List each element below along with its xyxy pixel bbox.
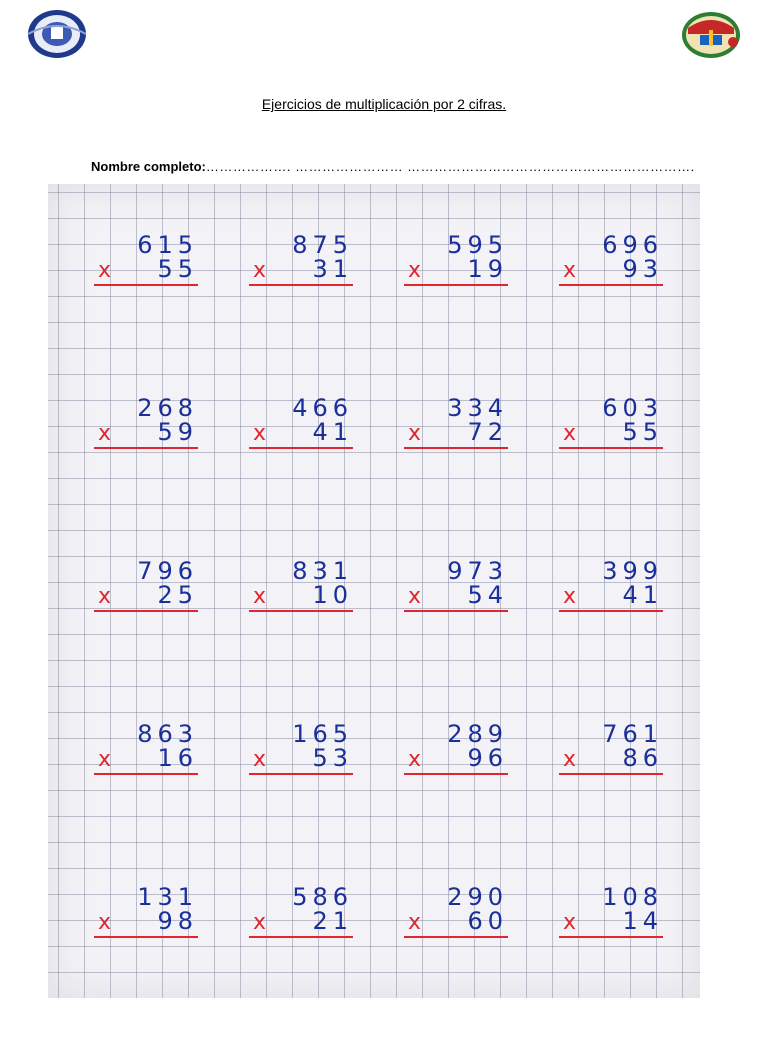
- result-line: [94, 936, 198, 938]
- result-line: [404, 284, 508, 286]
- times-sign: x: [408, 421, 422, 446]
- multiplication-problem: [249, 717, 359, 787]
- result-line: [404, 610, 508, 612]
- result-line: [559, 610, 663, 612]
- times-sign: x: [98, 747, 112, 772]
- multiplier: 53: [312, 744, 353, 772]
- times-sign: x: [98, 421, 112, 446]
- multiplicand: 268: [137, 394, 198, 422]
- multiplier: 19: [467, 255, 508, 283]
- multiplicand: 875: [292, 231, 353, 259]
- multiplication-problem: [404, 228, 514, 298]
- multiplicand: 290: [447, 883, 508, 911]
- times-sign: x: [98, 258, 112, 283]
- multiplier: 21: [312, 907, 353, 935]
- multiplication-problem: [94, 554, 204, 624]
- multiplication-problem: [94, 880, 204, 950]
- multiplicand: 399: [602, 557, 663, 585]
- multiplicand: 831: [292, 557, 353, 585]
- multiplication-problem: [94, 228, 204, 298]
- multiplier: 41: [312, 418, 353, 446]
- result-line: [249, 773, 353, 775]
- times-sign: x: [408, 584, 422, 609]
- times-sign: x: [408, 258, 422, 283]
- multiplier: 54: [467, 581, 508, 609]
- name-field-line: [91, 159, 695, 174]
- multiplication-problem: [249, 391, 359, 461]
- name-label: Nombre completo:: [91, 159, 206, 174]
- multiplier: 60: [467, 907, 508, 935]
- multiplier: 55: [157, 255, 198, 283]
- result-line: [249, 447, 353, 449]
- multiplicand: 595: [447, 231, 508, 259]
- times-sign: x: [408, 910, 422, 935]
- result-line: [249, 610, 353, 612]
- times-sign: x: [253, 747, 267, 772]
- multiplication-problem: [559, 228, 669, 298]
- result-line: [559, 773, 663, 775]
- multiplication-problem: [249, 554, 359, 624]
- multiplier: 16: [157, 744, 198, 772]
- times-sign: x: [408, 747, 422, 772]
- multiplicand: 334: [447, 394, 508, 422]
- result-line: [404, 773, 508, 775]
- result-line: [559, 936, 663, 938]
- multiplier: 55: [622, 418, 663, 446]
- times-sign: x: [563, 584, 577, 609]
- multiplicand: 466: [292, 394, 353, 422]
- multiplicand: 131: [137, 883, 198, 911]
- times-sign: x: [253, 258, 267, 283]
- name-blank-dots: ………………. …………………… ……………………………………………………….: [205, 159, 695, 174]
- multiplicand: 586: [292, 883, 353, 911]
- multiplier: 93: [622, 255, 663, 283]
- times-sign: x: [98, 584, 112, 609]
- multiplier: 41: [622, 581, 663, 609]
- school-seal-left-icon: [26, 8, 88, 60]
- multiplication-problem: [404, 880, 514, 950]
- multiplication-problem: [559, 554, 669, 624]
- result-line: [94, 284, 198, 286]
- multiplicand: 603: [602, 394, 663, 422]
- multiplication-problem: [559, 391, 669, 461]
- multiplier: 59: [157, 418, 198, 446]
- worksheet-title: Ejercicios de multiplicación por 2 cifras.: [261, 96, 507, 112]
- times-sign: x: [253, 910, 267, 935]
- result-line: [559, 284, 663, 286]
- multiplicand: 796: [137, 557, 198, 585]
- multiplier: 14: [622, 907, 663, 935]
- result-line: [559, 447, 663, 449]
- multiplicand: 973: [447, 557, 508, 585]
- multiplicand: 108: [602, 883, 663, 911]
- problem-grid: [94, 228, 694, 1043]
- times-sign: x: [563, 258, 577, 283]
- multiplicand: 615: [137, 231, 198, 259]
- multiplicand: 165: [292, 720, 353, 748]
- multiplication-problem: [94, 717, 204, 787]
- multiplication-problem: [559, 717, 669, 787]
- multiplication-problem: [94, 391, 204, 461]
- multiplicand: 696: [602, 231, 663, 259]
- multiplier: 72: [467, 418, 508, 446]
- multiplicand: 289: [447, 720, 508, 748]
- result-line: [249, 284, 353, 286]
- times-sign: x: [253, 421, 267, 446]
- multiplicand: 761: [602, 720, 663, 748]
- times-sign: x: [563, 747, 577, 772]
- times-sign: x: [253, 584, 267, 609]
- multiplier: 98: [157, 907, 198, 935]
- multiplication-problem: [249, 880, 359, 950]
- multiplication-problem: [404, 717, 514, 787]
- grid-paper-photo: [48, 184, 700, 998]
- multiplication-problem: [404, 554, 514, 624]
- times-sign: x: [563, 910, 577, 935]
- multiplication-problem: [249, 228, 359, 298]
- multiplicand: 863: [137, 720, 198, 748]
- result-line: [404, 447, 508, 449]
- result-line: [404, 936, 508, 938]
- result-line: [249, 936, 353, 938]
- multiplier: 25: [157, 581, 198, 609]
- multiplier: 31: [312, 255, 353, 283]
- times-sign: x: [563, 421, 577, 446]
- result-line: [94, 773, 198, 775]
- school-seal-right-icon: [680, 8, 742, 60]
- multiplier: 86: [622, 744, 663, 772]
- times-sign: x: [98, 910, 112, 935]
- multiplier: 96: [467, 744, 508, 772]
- multiplication-problem: [404, 391, 514, 461]
- multiplier: 10: [312, 581, 353, 609]
- result-line: [94, 447, 198, 449]
- multiplication-problem: [559, 880, 669, 950]
- result-line: [94, 610, 198, 612]
